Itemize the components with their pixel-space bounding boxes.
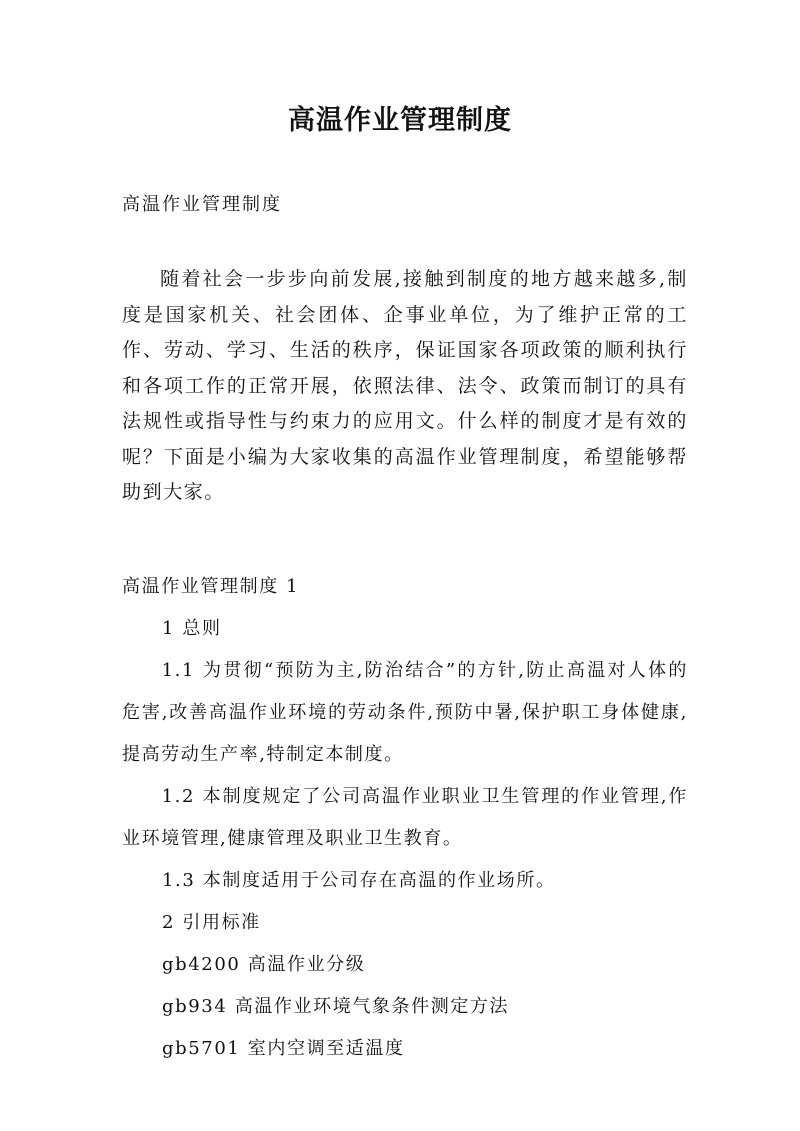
- document-title: 高温作业管理制度: [288, 105, 512, 136]
- chapter-2-title: 2 引用标准: [162, 912, 261, 933]
- standard-item: gb934 高温作业环境气象条件测定方法: [162, 996, 510, 1017]
- intro-paragraph: 随着社会一步步向前发展,接触到制度的地方越来越多,制度是国家机关、社会团体、企事业单位，为了维护正常的工作、劳动、学习、生活的秩序，保证国家各项政策的顺利执行和各项工作的正常开展，依照法律、法令、政策而制订的具有法规性或指导性与约束力的应用文。什么样的制度才是有效的呢？下面是小编为大家收集的高温作业管理制度，希望能够帮助到大家。: [122, 268, 688, 503]
- chapter-1-title: 1 总则: [162, 618, 222, 639]
- clause-1-3: 1.3 本制度适用于公司存在高温的作业场所。: [162, 870, 556, 891]
- clause-1-2: 1.2 本制度规定了公司高温作业职业卫生管理的作业管理,作业环境管理,健康管理及职业卫生教育。: [122, 786, 688, 849]
- standard-item: gb5701 室内空调至适温度: [162, 1038, 405, 1059]
- section-1: [122, 566, 688, 1070]
- standard-item: gb4200 高温作业分级: [162, 954, 366, 975]
- section-heading: 高温作业管理制度 1: [122, 576, 300, 597]
- clause-1-1: 1.1 为贯彻“预防为主,防治结合”的方针,防止高温对人体的危害,改善高温作业环境的劳动条件,预防中暑,保护职工身体健康,提高劳动生产率,特制定本制度。: [122, 660, 688, 765]
- document-subtitle: 高温作业管理制度: [122, 194, 282, 215]
